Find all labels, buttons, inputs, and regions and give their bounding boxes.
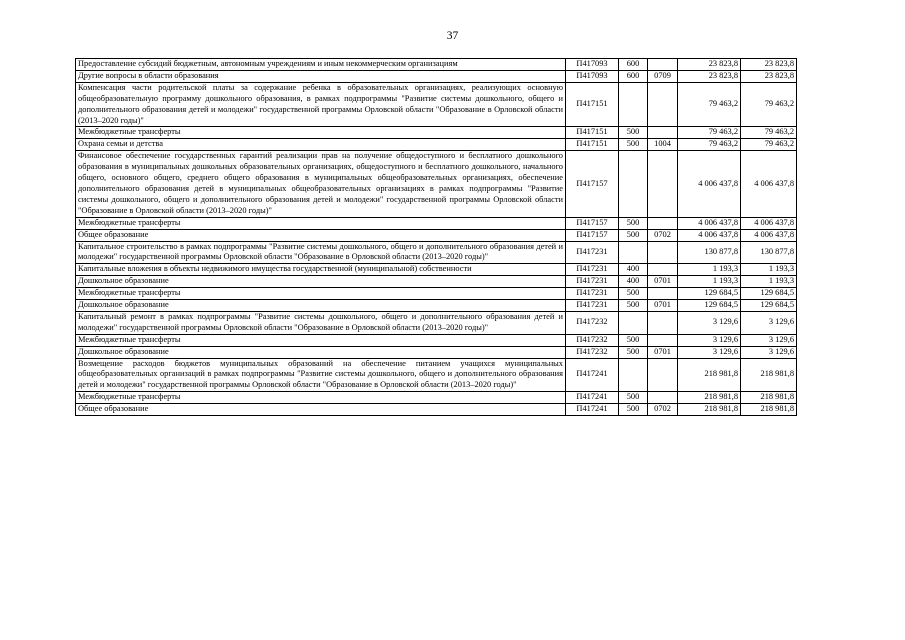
table-row	[76, 217, 797, 229]
table-row	[76, 151, 797, 217]
row-sum-first-cell: 79 463,2	[678, 127, 741, 139]
budget-table	[75, 58, 797, 416]
row-name-cell: Предоставление субсидий бюджетным, автономным учреждениям и иным некоммерческим организациям	[76, 59, 566, 71]
row-name-cell: Финансовое обеспечение государственных гарантий реализации прав на получение общедоступного и бесплатного дошкольного образования в муниципальных дошкольных образовательных организациях, общедоступного и бесплатного дошкольного, начального общего, основного общего, среднего общего образования в муниципальных общеобразовательных организациях, обеспечение дополнительного образования детей в муниципальных общеобразовательных организациях в рамках подпрограммы "Развитие системы дошкольного, общего и дополнительного образования детей и молодежи" государственной программы Орловской области "Образование в Орловской области (2013–2020 годы)"	[76, 151, 566, 217]
table-row	[76, 311, 797, 334]
row-sum-first-cell: 4 006 437,8	[678, 151, 741, 217]
row-section-cell	[648, 151, 678, 217]
row-code-cell: П417232	[566, 334, 619, 346]
row-sum-second-cell: 4 006 437,8	[741, 217, 797, 229]
budget-table-body	[76, 59, 797, 416]
table-row	[76, 229, 797, 241]
row-sum-first-cell: 3 129,6	[678, 334, 741, 346]
row-name-cell: Охрана семьи и детства	[76, 139, 566, 151]
row-sum-first-cell: 218 981,8	[678, 404, 741, 416]
row-section-cell: 0701	[648, 300, 678, 312]
table-row	[76, 127, 797, 139]
row-expense-type-cell: 500	[619, 334, 648, 346]
row-name-cell: Межбюджетные трансферты	[76, 288, 566, 300]
row-sum-first-cell: 129 684,5	[678, 300, 741, 312]
row-expense-type-cell: 500	[619, 139, 648, 151]
table-row	[76, 59, 797, 71]
row-expense-type-cell: 500	[619, 127, 648, 139]
row-section-cell	[648, 264, 678, 276]
row-sum-second-cell: 218 981,8	[741, 404, 797, 416]
row-name-cell: Общее образование	[76, 404, 566, 416]
row-section-cell	[648, 127, 678, 139]
row-section-cell	[648, 334, 678, 346]
row-section-cell	[648, 82, 678, 127]
table-row	[76, 276, 797, 288]
row-section-cell	[648, 59, 678, 71]
row-sum-first-cell: 1 193,3	[678, 264, 741, 276]
table-row	[76, 334, 797, 346]
row-name-cell: Возмещение расходов бюджетов муниципальных образований на обеспечение питанием учащихся муниципальных общеобразовательных организаций в рамках подпрограммы "Развитие системы дошкольного, общего и дополнительного образования детей и молодежи" государственной программы Орловской области "Образование в Орловской области (2013–2020 годы)"	[76, 358, 566, 392]
row-sum-second-cell: 3 129,6	[741, 346, 797, 358]
row-expense-type-cell: 500	[619, 300, 648, 312]
row-sum-second-cell: 3 129,6	[741, 311, 797, 334]
row-sum-second-cell: 218 981,8	[741, 392, 797, 404]
row-section-cell: 0709	[648, 70, 678, 82]
row-sum-second-cell: 1 193,3	[741, 264, 797, 276]
row-sum-second-cell: 4 006 437,8	[741, 151, 797, 217]
row-section-cell	[648, 288, 678, 300]
row-sum-first-cell: 218 981,8	[678, 392, 741, 404]
row-sum-first-cell: 79 463,2	[678, 139, 741, 151]
row-code-cell: П417231	[566, 276, 619, 288]
row-code-cell: П417157	[566, 217, 619, 229]
row-name-cell: Межбюджетные трансферты	[76, 334, 566, 346]
row-code-cell: П417151	[566, 82, 619, 127]
row-expense-type-cell	[619, 311, 648, 334]
row-code-cell: П417241	[566, 358, 619, 392]
row-name-cell: Межбюджетные трансферты	[76, 392, 566, 404]
row-section-cell	[648, 358, 678, 392]
row-expense-type-cell: 500	[619, 346, 648, 358]
row-sum-first-cell: 218 981,8	[678, 358, 741, 392]
row-code-cell: П417157	[566, 151, 619, 217]
row-sum-first-cell: 23 823,8	[678, 59, 741, 71]
row-expense-type-cell: 500	[619, 288, 648, 300]
table-row	[76, 288, 797, 300]
row-code-cell: П417231	[566, 300, 619, 312]
row-code-cell: П417093	[566, 59, 619, 71]
table-row	[76, 358, 797, 392]
row-sum-second-cell: 79 463,2	[741, 82, 797, 127]
row-expense-type-cell	[619, 241, 648, 264]
row-section-cell: 1004	[648, 139, 678, 151]
table-row	[76, 300, 797, 312]
row-name-cell: Межбюджетные трансферты	[76, 127, 566, 139]
row-expense-type-cell: 500	[619, 392, 648, 404]
row-sum-first-cell: 1 193,3	[678, 276, 741, 288]
row-sum-second-cell: 79 463,2	[741, 139, 797, 151]
row-sum-second-cell: 129 684,5	[741, 288, 797, 300]
row-code-cell: П417231	[566, 264, 619, 276]
row-name-cell: Капитальное строительство в рамках подпрограммы "Развитие системы дошкольного, общего и дополнительного образования детей и молодежи" государственной программы Орловской области "Образование в Орловской области (2013–2020 годы)"	[76, 241, 566, 264]
row-sum-second-cell: 23 823,8	[741, 59, 797, 71]
row-code-cell: П417241	[566, 404, 619, 416]
page-number: 37	[446, 30, 459, 42]
row-section-cell: 0701	[648, 276, 678, 288]
table-row	[76, 82, 797, 127]
table-row	[76, 346, 797, 358]
row-code-cell: П417151	[566, 127, 619, 139]
row-expense-type-cell: 500	[619, 217, 648, 229]
row-section-cell	[648, 392, 678, 404]
row-name-cell: Дошкольное образование	[76, 346, 566, 358]
row-sum-first-cell: 4 006 437,8	[678, 217, 741, 229]
table-row	[76, 404, 797, 416]
row-expense-type-cell: 600	[619, 59, 648, 71]
table-row	[76, 70, 797, 82]
row-name-cell: Компенсация части родительской платы за содержание ребенка в образовательных организациях, реализующих основную общеобразовательную программу дошкольного образования, в рамках подпрограммы "Развитие системы дошкольного, общего и дополнительного образования детей и молодежи" государственной программы Орловской области "Образование в Орловской области (2013–2020 годы)"	[76, 82, 566, 127]
row-sum-first-cell: 4 006 437,8	[678, 229, 741, 241]
row-code-cell: П417093	[566, 70, 619, 82]
row-sum-second-cell: 3 129,6	[741, 334, 797, 346]
row-name-cell: Другие вопросы в области образования	[76, 70, 566, 82]
table-row	[76, 241, 797, 264]
row-sum-second-cell: 23 823,8	[741, 70, 797, 82]
row-sum-first-cell: 23 823,8	[678, 70, 741, 82]
row-name-cell: Общее образование	[76, 229, 566, 241]
row-section-cell: 0702	[648, 404, 678, 416]
row-sum-second-cell: 79 463,2	[741, 127, 797, 139]
row-section-cell: 0701	[648, 346, 678, 358]
table-row	[76, 264, 797, 276]
row-sum-first-cell: 3 129,6	[678, 311, 741, 334]
row-code-cell: П417232	[566, 346, 619, 358]
row-name-cell: Межбюджетные трансферты	[76, 217, 566, 229]
row-code-cell: П417231	[566, 241, 619, 264]
row-expense-type-cell	[619, 82, 648, 127]
row-expense-type-cell	[619, 151, 648, 217]
row-name-cell: Капитальный ремонт в рамках подпрограммы "Развитие системы дошкольного, общего и дополнительного образования детей и молодежи" государственной программы Орловской области "Образование в Орловской области (2013–2020 годы)"	[76, 311, 566, 334]
row-sum-second-cell: 4 006 437,8	[741, 229, 797, 241]
row-sum-first-cell: 79 463,2	[678, 82, 741, 127]
row-sum-second-cell: 218 981,8	[741, 358, 797, 392]
row-code-cell: П417241	[566, 392, 619, 404]
row-code-cell: П417157	[566, 229, 619, 241]
row-name-cell: Дошкольное образование	[76, 276, 566, 288]
row-expense-type-cell: 400	[619, 264, 648, 276]
row-expense-type-cell	[619, 358, 648, 392]
row-expense-type-cell: 500	[619, 229, 648, 241]
row-sum-first-cell: 129 684,5	[678, 288, 741, 300]
row-code-cell: П417151	[566, 139, 619, 151]
table-row	[76, 139, 797, 151]
row-sum-second-cell: 130 877,8	[741, 241, 797, 264]
row-sum-first-cell: 3 129,6	[678, 346, 741, 358]
row-code-cell: П417231	[566, 288, 619, 300]
row-sum-second-cell: 129 684,5	[741, 300, 797, 312]
row-expense-type-cell: 400	[619, 276, 648, 288]
row-section-cell	[648, 241, 678, 264]
row-section-cell: 0702	[648, 229, 678, 241]
row-code-cell: П417232	[566, 311, 619, 334]
row-sum-first-cell: 130 877,8	[678, 241, 741, 264]
table-row	[76, 392, 797, 404]
row-section-cell	[648, 311, 678, 334]
row-expense-type-cell: 500	[619, 404, 648, 416]
row-name-cell: Капитальные вложения в объекты недвижимого имущества государственной (муниципальной) собственности	[76, 264, 566, 276]
row-sum-second-cell: 1 193,3	[741, 276, 797, 288]
row-section-cell	[648, 217, 678, 229]
row-expense-type-cell: 600	[619, 70, 648, 82]
row-name-cell: Дошкольное образование	[76, 300, 566, 312]
